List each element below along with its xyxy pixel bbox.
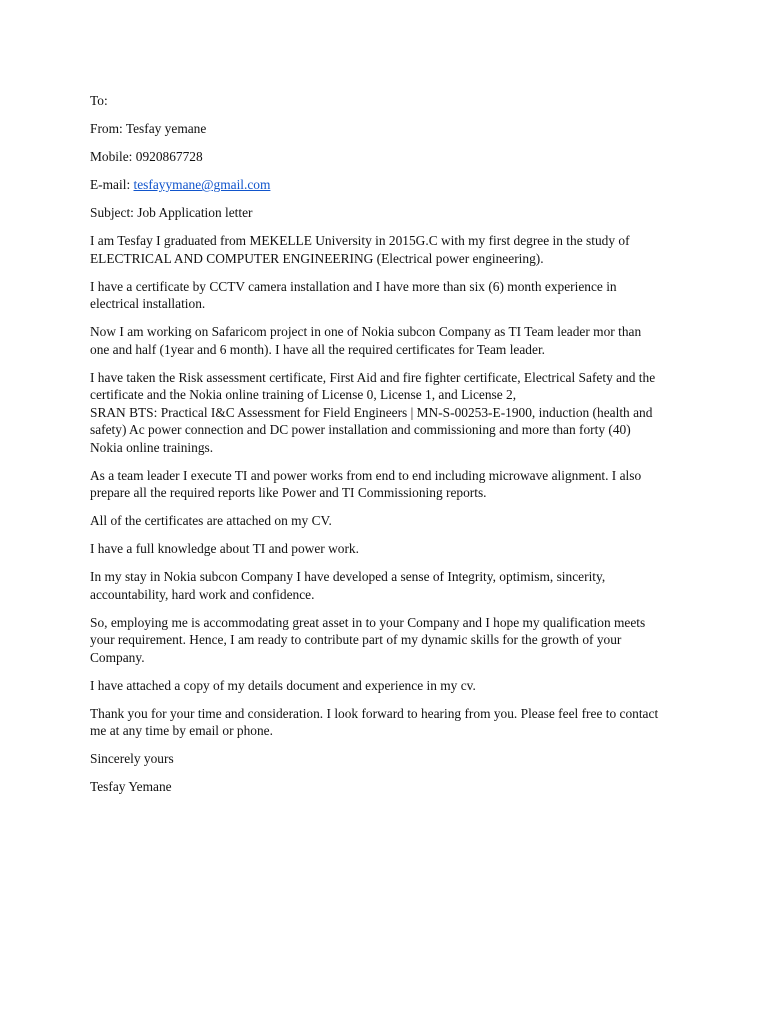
paragraph-line: All of the certificates are attached on my CV. [90, 513, 332, 528]
paragraph-line: I have a certificate by CCTV camera installation and I have more than six (6) month experience in [90, 278, 617, 294]
paragraph-thank-you [90, 705, 680, 740]
paragraph-current-work [90, 323, 680, 358]
email-label: E-mail: [90, 177, 134, 192]
to-line: To: [90, 93, 108, 108]
paragraph-line: Company. [90, 649, 145, 665]
paragraph-attached [90, 512, 680, 530]
from-line: From: Tesfay yemane [90, 121, 207, 136]
paragraph-line: me at any time by email or phone. [90, 723, 273, 738]
email-link[interactable]: tesfayymane@gmail.com [133, 177, 271, 192]
paragraph-line: I am Tesfay I graduated from MEKELLE University in 2015G.C with my first degree in the study of [90, 233, 630, 248]
email-line [90, 176, 680, 194]
paragraph-line: In my stay in Nokia subcon Company I have developed a sense of Integrity, optimism, sincerity, [90, 569, 606, 584]
paragraph-copy-attached [90, 677, 680, 695]
paragraph-line: certificate and the Nokia online training of License 0, License 1, and License 2, [90, 387, 517, 402]
paragraph-team-leader [90, 467, 680, 502]
paragraph-line: Thank you for your time and consideration. I look forward to hearing from you. Please feel free to contact [90, 705, 659, 721]
paragraph-line: I have a full knowledge about TI and power work. [90, 541, 359, 556]
paragraph-line: prepare all the required reports like Power and TI Commissioning reports. [90, 485, 487, 500]
paragraph-line: safety) Ac power connection and DC power installation and commissioning and more than forty (40) [90, 422, 631, 437]
subject-line: Subject: Job Application letter [90, 205, 253, 220]
paragraph-line: So, employing me is accommodating great asset in to your Company and I hope my qualification meets [90, 614, 646, 630]
signature-name: Tesfay Yemane [90, 779, 172, 794]
paragraph-line: accountability, hard work and confidence. [90, 586, 315, 602]
paragraph-cctv [90, 278, 680, 313]
paragraph-line: I have taken the Risk assessment certificate, First Aid and fire fighter certificate, Electrical Safety and the [90, 369, 656, 385]
paragraph-line: As a team leader I execute TI and power works from end to end including microwave alignment. I also [90, 467, 642, 483]
paragraph-line: I have attached a copy of my details document and experience in my cv. [90, 677, 476, 693]
paragraph-employing [90, 614, 680, 667]
paragraph-qualities [90, 568, 680, 603]
paragraph-line: Now I am working on Safaricom project in one of Nokia subcon Company as TI Team leader mor than [90, 324, 642, 339]
paragraph-knowledge [90, 540, 680, 558]
paragraph-line: your requirement. Hence, I am ready to contribute part of my dynamic skills for the growth of your [90, 632, 622, 647]
paragraph-line: electrical installation. [90, 296, 206, 311]
closing-salutation: Sincerely yours [90, 751, 174, 766]
paragraph-education [90, 232, 680, 267]
paragraph-line: one and half (1year and 6 month). I have all the required certificates for Team leader. [90, 341, 546, 357]
paragraph-line: Nokia online trainings. [90, 439, 214, 455]
paragraph-line: SRAN BTS: Practical I&C Assessment for Field Engineers | MN-S-00253-E-1900, induction (health and [90, 404, 653, 420]
paragraph-certificates [90, 369, 680, 457]
mobile-line: Mobile: 0920867728 [90, 149, 203, 164]
paragraph-line: ELECTRICAL AND COMPUTER ENGINEERING (Electrical power engineering). [90, 250, 544, 266]
